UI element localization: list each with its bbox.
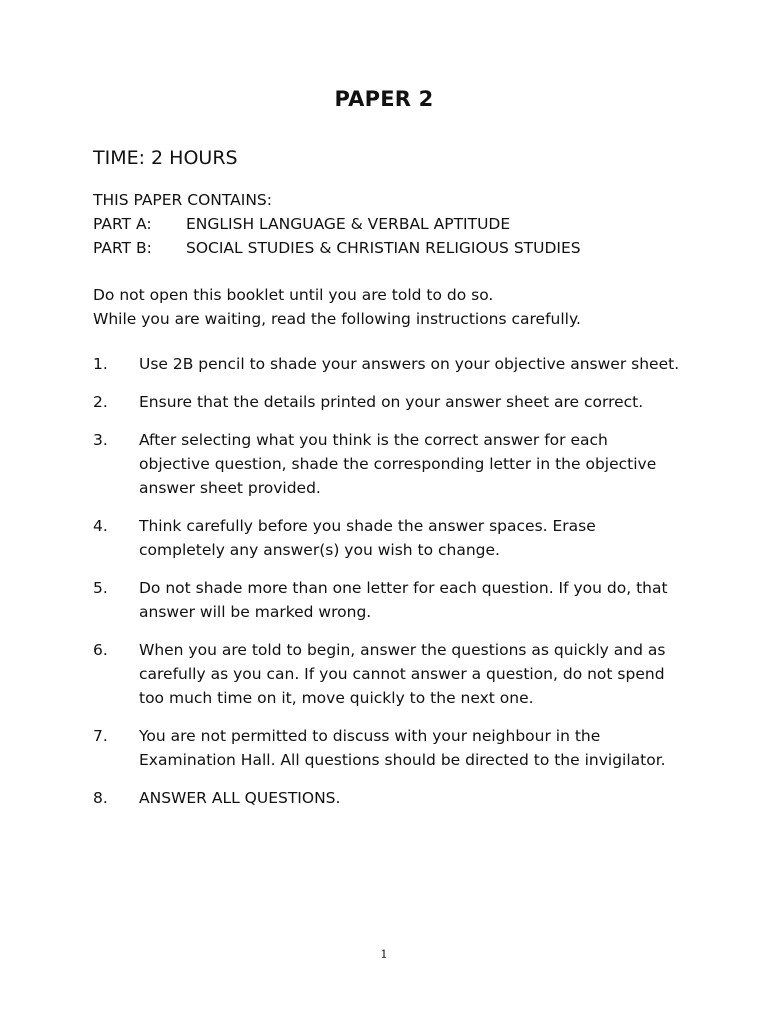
instruction-number: 4. bbox=[93, 517, 108, 535]
instruction-number: 6. bbox=[93, 641, 108, 659]
instruction-text: Do not shade more than one letter for each question. If you do, that answer will be marked wrong. bbox=[139, 579, 668, 621]
instruction-number: 1. bbox=[93, 355, 108, 373]
instruction-item-1 bbox=[93, 352, 683, 376]
instruction-item-7 bbox=[93, 724, 683, 772]
intro-text bbox=[93, 283, 581, 331]
part-b-text: SOCIAL STUDIES & CHRISTIAN RELIGIOUS STUDIES bbox=[186, 239, 581, 257]
instruction-number: 5. bbox=[93, 579, 108, 597]
instruction-text: Ensure that the details printed on your answer sheet are correct. bbox=[139, 393, 644, 411]
page-number: 1 bbox=[380, 948, 388, 961]
part-a-text: ENGLISH LANGUAGE & VERBAL APTITUDE bbox=[186, 215, 511, 233]
instruction-number: 2. bbox=[93, 393, 108, 411]
instruction-text: When you are told to begin, answer the questions as quickly and as carefully as you can. If you cannot answer a question, do not spend too much time on it, move quickly to the next one. bbox=[139, 641, 666, 707]
instruction-item-3 bbox=[93, 428, 683, 500]
contents-heading: THIS PAPER CONTAINS: bbox=[93, 191, 272, 209]
instruction-text: After selecting what you think is the correct answer for each objective question, shade the corresponding letter in the objective answer sheet provided. bbox=[139, 431, 657, 497]
instruction-number: 7. bbox=[93, 727, 108, 745]
instruction-text: Use 2B pencil to shade your answers on your objective answer sheet. bbox=[139, 355, 680, 373]
page-title: PAPER 2 bbox=[334, 87, 434, 111]
part-b-label: PART B: bbox=[93, 239, 152, 257]
instruction-text: You are not permitted to discuss with your neighbour in the Examination Hall. All questions should be directed to the invigilator. bbox=[139, 727, 666, 769]
instruction-item-5 bbox=[93, 576, 683, 624]
part-a-row bbox=[93, 212, 581, 236]
instruction-text: ANSWER ALL QUESTIONS. bbox=[139, 789, 341, 807]
paper-contents bbox=[93, 188, 581, 260]
instruction-item-8 bbox=[93, 786, 683, 810]
instruction-item-2 bbox=[93, 390, 683, 414]
instruction-item-6 bbox=[93, 638, 683, 710]
part-a-label: PART A: bbox=[93, 215, 152, 233]
instruction-number: 3. bbox=[93, 431, 108, 449]
intro-line-2: While you are waiting, read the following instructions carefully. bbox=[93, 310, 581, 328]
instruction-number: 8. bbox=[93, 789, 108, 807]
instruction-item-4 bbox=[93, 514, 683, 562]
instructions-list bbox=[93, 352, 683, 824]
part-b-row bbox=[93, 236, 581, 260]
intro-line-1: Do not open this booklet until you are told to do so. bbox=[93, 286, 494, 304]
time-allowed: TIME: 2 HOURS bbox=[93, 147, 238, 169]
instruction-text: Think carefully before you shade the answer spaces. Erase completely any answer(s) you wish to change. bbox=[139, 517, 596, 559]
